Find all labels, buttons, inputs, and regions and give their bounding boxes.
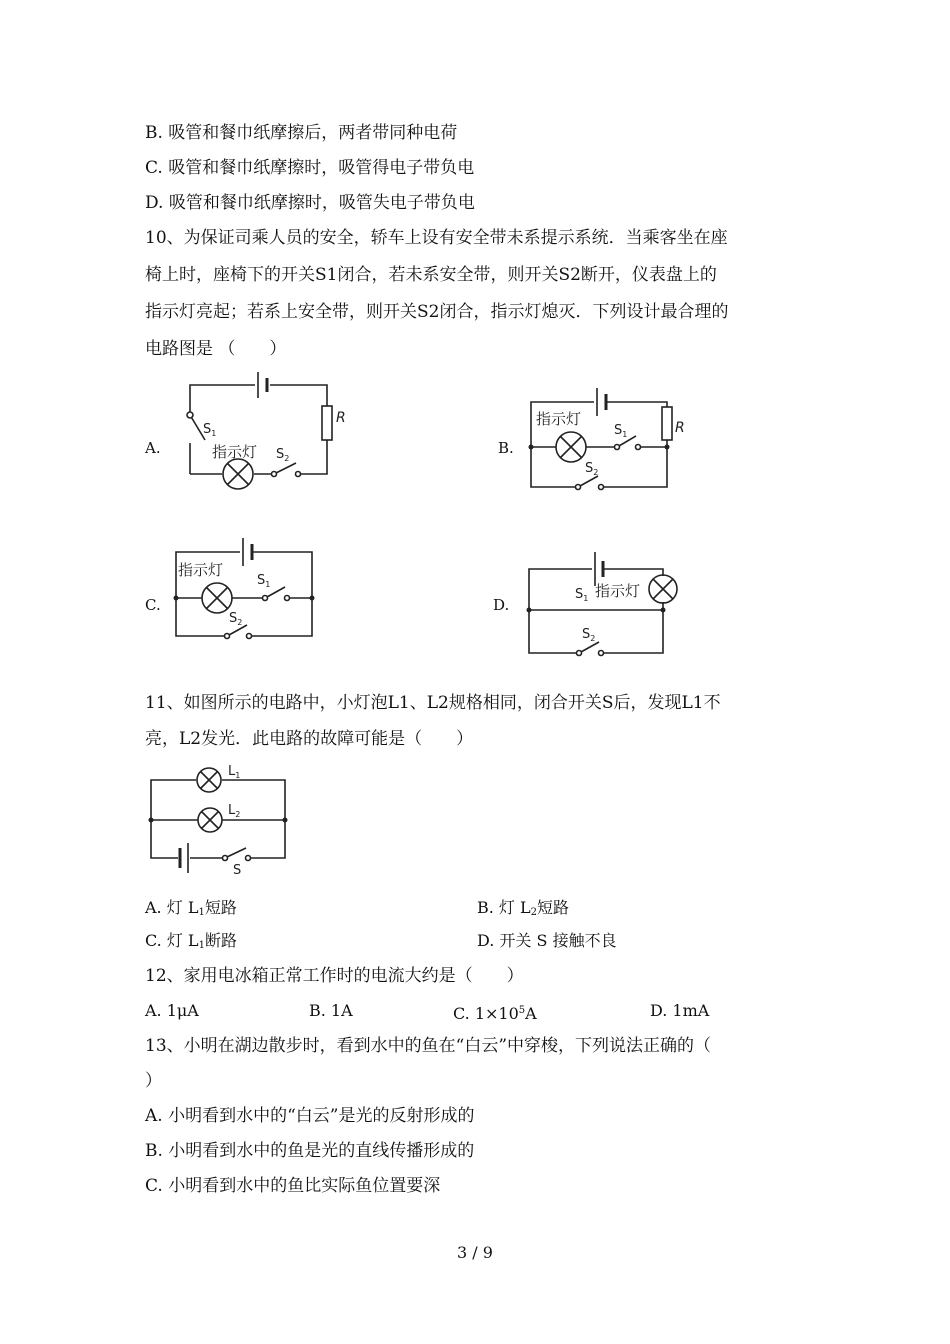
q10-stem-line2: 椅上时，座椅下的开关S1闭合，若未系安全带，则开关S2断开，仪表盘上的 [145,265,717,285]
q12-option-d: D. 1mA [650,1001,710,1020]
q10-label-c: C. [145,596,161,614]
q11-lamp-l2-icon [198,808,222,832]
circuit-d-lamp-label: 指示灯 [595,582,641,600]
q11-option-b: B. 灯 $L_2$短路 [477,898,570,918]
q11-stem-line2: 亮，L2发光．此电路的故障可能是（ ） [145,729,474,749]
q10-stem-line4: 电路图是 （ ） [145,339,287,359]
q12-option-c: C. $1\times 10^5A$ [453,1004,537,1023]
q13-option-b: B. 小明看到水中的鱼是光的直线传播形成的 [145,1141,475,1161]
q11-option-c: C. 灯 $L_1$断路 [145,931,237,951]
q13-option-a: A. 小明看到水中的“白云”是光的反射形成的 [145,1106,475,1126]
q10-stem-line1: 10、为保证司乘人员的安全，轿车上设有安全带未系提示系统．当乘客坐在座 [145,228,728,248]
circuit-b-resistor-label: R [675,420,685,436]
q11-l1-label: $L_1$ [228,764,241,780]
q11-junction-left [149,818,154,823]
circuit-a-lamp-label: 指示灯 [212,443,258,461]
q11-junction-right [283,818,288,823]
page-number: 3 / 9 [457,1243,493,1262]
q12-option-b: B. 1A [309,1001,353,1020]
q10-label-b: B. [498,439,514,457]
circuit-a-s2-label: $S_2$ [276,447,290,463]
q10-stem-line3: 指示灯亮起；若系上安全带，则开关S2闭合，指示灯熄灭．下列设计最合理的 [145,302,729,322]
q11-switch-label: S [233,863,242,878]
q9-option-d: D. 吸管和餐巾纸摩擦时，吸管失电子带负电 [145,193,475,213]
q12-option-a: A. 1μA [145,1001,199,1020]
circuit-d-s1-label: $S_1$ [575,587,589,603]
q9-option-c: C. 吸管和餐巾纸摩擦时，吸管得电子带负电 [145,158,475,178]
circuit-d-s2-label: $S_2$ [582,627,596,643]
q9-option-b: B. 吸管和餐巾纸摩擦后，两者带同种电荷 [145,123,458,143]
circuit-c-s2-label: $S_2$ [229,611,243,627]
q11-option-a: A. 灯 $L_1$短路 [145,898,237,918]
circuit-a-resistor-label: R [336,410,346,426]
q10-label-a: A. [145,439,161,457]
q11-battery-icon [180,843,188,873]
circuit-c-lamp-label: 指示灯 [178,561,224,579]
q13-option-c: C. 小明看到水中的鱼比实际鱼位置要深 [145,1176,441,1196]
q11-l2-label: $L_2$ [228,803,241,819]
circuit-b-s2-label: $S_2$ [585,461,599,477]
circuit-b-s1-label: $S_1$ [614,423,628,439]
circuit-c-s1-label: $S_1$ [257,573,271,589]
q11-switch-icon [223,848,251,861]
circuit-b-lamp-label: 指示灯 [536,410,582,428]
circuit-a-s1-label: $S_1$ [203,422,217,438]
q11-circuit-wires [151,780,285,858]
q11-option-d: D. 开关 S 接触不良 [477,931,617,950]
q11-stem-line1: 11、如图所示的电路中，小灯泡L1、L2规格相同，闭合开关S后，发现L1不 [145,693,721,713]
q12-stem: 12、家用电冰箱正常工作时的电流大约是（ ） [145,966,524,986]
q10-label-d: D. [493,596,510,614]
q13-stem-line2: ） [145,1071,162,1091]
q13-stem-line1: 13、小明在湖边散步时，看到水中的鱼在“白云”中穿梭，下列说法正确的（ [145,1036,712,1056]
q11-lamp-l1-icon [197,768,221,792]
